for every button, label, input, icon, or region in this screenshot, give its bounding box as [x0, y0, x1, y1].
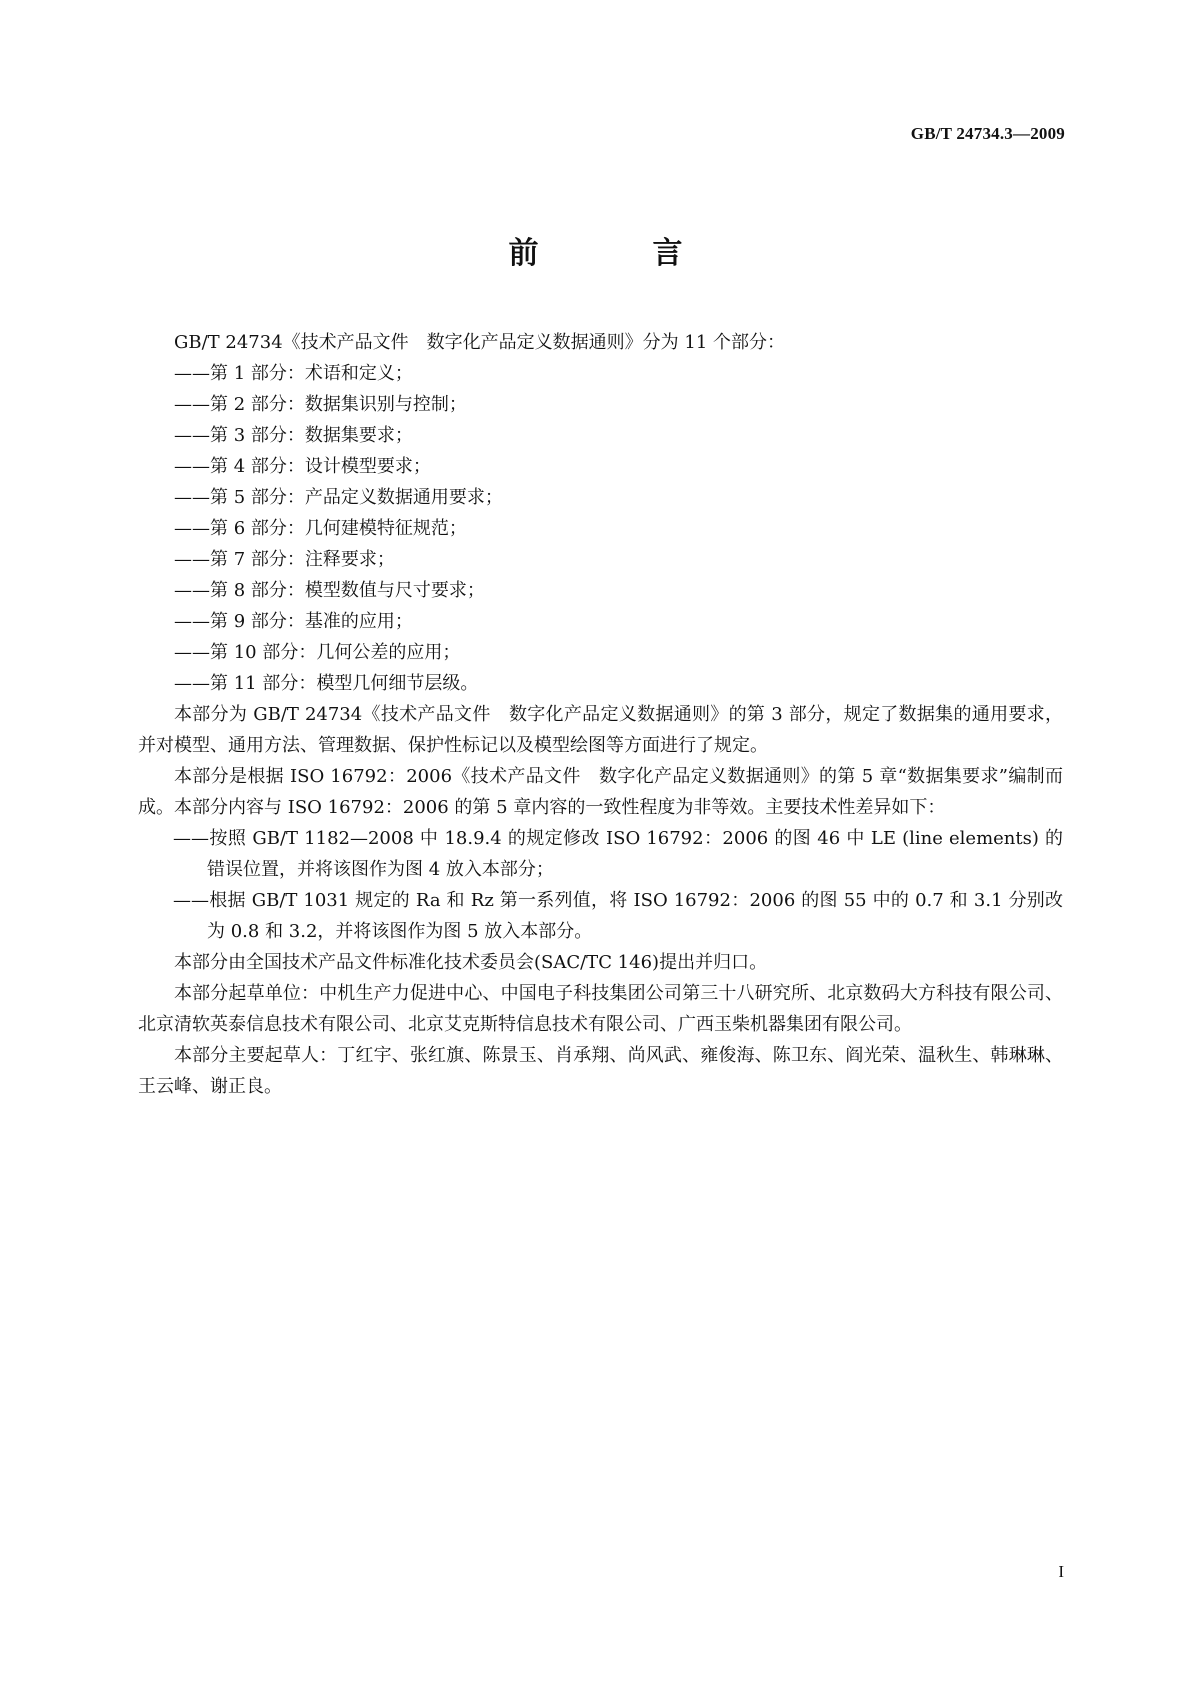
drafting-units-paragraph: 本部分起草单位：中机生产力促进中心、中国电子科技集团公司第三十八研究所、北京数码大方科技有限公司、北京清软英泰信息技术有限公司、北京艾克斯特信息技术有限公司、广西玉柴机器集团有限公司。 [138, 983, 1063, 1035]
list-item: ——第 2 部分：数据集识别与控制； [174, 394, 467, 415]
list-item: ——第 6 部分：几何建模特征规范； [174, 518, 467, 539]
list-item: ——第 7 部分：注释要求； [174, 549, 395, 570]
intro-paragraph: GB/T 24734《技术产品文件 数字化产品定义数据通则》分为 11 个部分： [174, 332, 786, 353]
basis-paragraph: 本部分是根据 ISO 16792：2006《技术产品文件 数字化产品定义数据通则》的第 5 章“数据集要求”编制而成。本部分内容与 ISO 16792：2006 的第 5 章内容的一致性程度为非等效。主要技术性差异如下： [138, 766, 1063, 818]
proposer-paragraph: 本部分由全国技术产品文件标准化技术委员会(SAC/TC 146)提出并归口。 [174, 952, 768, 973]
page-number: I [1058, 1562, 1064, 1581]
scope-paragraph: 本部分为 GB/T 24734《技术产品文件 数字化产品定义数据通则》的第 3 部分，规定了数据集的通用要求，并对模型、通用方法、管理数据、保护性标记以及模型绘图等方面进行了规定。 [138, 704, 1063, 756]
parts-list [138, 358, 1063, 699]
list-item: ——根据 GB/T 1031 规定的 Ra 和 Rz 第一系列值，将 ISO 16792：2006 的图 55 中的 0.7 和 3.1 分别改为 0.8 和 3.2，并将该图作为图 5 放入本部分。 [173, 890, 1063, 942]
list-item: ——第 8 部分：模型数值与尺寸要求； [174, 580, 485, 601]
list-item: ——第 9 部分：基准的应用； [174, 611, 413, 632]
list-item: ——按照 GB/T 1182—2008 中 18.9.4 的规定修改 ISO 16792：2006 的图 46 中 LE (line elements) 的错误位置，并将该图作为图 4 放入本部分； [173, 828, 1063, 880]
list-item: ——第 10 部分：几何公差的应用； [174, 642, 461, 663]
list-item: ——第 5 部分：产品定义数据通用要求； [174, 487, 503, 508]
drafters-paragraph: 本部分主要起草人：丁红宇、张红旗、陈景玉、肖承翔、尚风武、雍俊海、陈卫东、阎光荣、温秋生、韩琳琳、王云峰、谢正良。 [138, 1045, 1063, 1097]
list-item: ——第 4 部分：设计模型要求； [174, 456, 431, 477]
foreword-body [138, 327, 1063, 1102]
page-title: 前 言 [508, 236, 725, 271]
list-item: ——第 11 部分：模型几何细节层级。 [174, 673, 479, 694]
standard-code: GB/T 24734.3—2009 [910, 124, 1065, 143]
list-item: ——第 1 部分：术语和定义； [174, 363, 413, 384]
differences-list [138, 823, 1063, 947]
list-item: ——第 3 部分：数据集要求； [174, 425, 413, 446]
